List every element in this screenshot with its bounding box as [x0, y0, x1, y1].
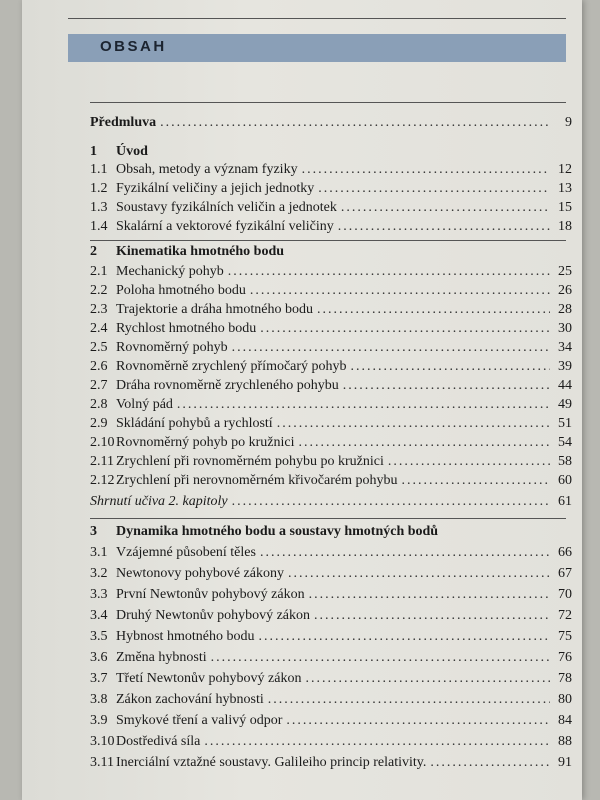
- toc-entry: [90, 650, 572, 670]
- section-title: Obsah, metody a význam fyziky: [116, 162, 298, 177]
- toc-page-number: 15: [558, 200, 572, 215]
- toc-entry: [90, 264, 572, 284]
- section-title: Volný pád: [116, 397, 173, 412]
- leader-dots: [286, 713, 550, 729]
- section-number: 3.10: [90, 734, 115, 749]
- section-number: 3.8: [90, 692, 108, 707]
- section-number: 2.2: [90, 283, 108, 298]
- toc-page-number: 18: [558, 219, 572, 234]
- section-title: Inerciální vztažné soustavy. Galileiho princip relativity.: [116, 755, 427, 770]
- section-title: Dráha rovnoměrně zrychleného pohybu: [116, 378, 339, 393]
- leader-dots: [228, 264, 550, 280]
- section-title: Poloha hmotného bodu: [116, 283, 246, 298]
- leader-dots: [341, 200, 550, 216]
- toc-entry: [90, 608, 572, 628]
- toc-page-number: 72: [558, 608, 572, 623]
- toc-page-number: 58: [558, 454, 572, 469]
- section-number: 2.6: [90, 359, 108, 374]
- toc-entry-title: Předmluva: [90, 115, 157, 130]
- section-title: Soustavy fyzikálních veličin a jednotek: [116, 200, 337, 215]
- toc-entry: [90, 629, 572, 649]
- toc-chapter-3: [90, 524, 572, 544]
- leader-dots: [317, 302, 550, 318]
- leader-dots: [260, 545, 550, 561]
- toc-entry-preface: [90, 115, 572, 135]
- section-number: 2.7: [90, 378, 108, 393]
- toc-page-number: 84: [558, 713, 572, 728]
- chapter-number: 1: [90, 144, 97, 159]
- toc-entry: [90, 397, 572, 417]
- leader-dots: [314, 608, 550, 624]
- section-title: Mechanický pohyb: [116, 264, 224, 279]
- toc-page-number: 9: [565, 115, 572, 130]
- section-title: Skalární a vektorové fyzikální veličiny: [116, 219, 334, 234]
- leader-dots: [260, 321, 550, 337]
- leader-dots: [258, 629, 550, 645]
- toc-entry: [90, 302, 572, 322]
- section-number: 3.9: [90, 713, 108, 728]
- leader-dots: [160, 115, 550, 131]
- toc-page-number: 61: [558, 494, 572, 509]
- toc-entry: [90, 435, 572, 455]
- chapter-title: Úvod: [116, 144, 148, 159]
- section-number: 1.1: [90, 162, 108, 177]
- toc-page-number: 34: [558, 340, 572, 355]
- section-title: Skládání pohybů a rychlostí: [116, 416, 273, 431]
- toc-page-number: 12: [558, 162, 572, 177]
- toc-entry: [90, 692, 572, 712]
- toc-entry: [90, 378, 572, 398]
- section-title: Zákon zachování hybnosti: [116, 692, 264, 707]
- section-number: 1.2: [90, 181, 108, 196]
- toc-page-number: 75: [558, 629, 572, 644]
- toc-entry: [90, 219, 572, 239]
- section-title: Změna hybnosti: [116, 650, 207, 665]
- leader-dots: [288, 566, 550, 582]
- leader-dots: [232, 340, 550, 356]
- section-title: Newtonovy pohybové zákony: [116, 566, 284, 581]
- toc-page-number: 51: [558, 416, 572, 431]
- section-title: Rovnoměrně zrychlený přímočarý pohyb: [116, 359, 347, 374]
- leader-dots: [204, 734, 550, 750]
- toc-entry: [90, 340, 572, 360]
- leader-dots: [298, 435, 550, 451]
- leader-dots: [309, 587, 550, 603]
- section-number: 2.8: [90, 397, 108, 412]
- section-number: 3.5: [90, 629, 108, 644]
- toc-entry: [90, 416, 572, 436]
- section-number: 2.11: [90, 454, 114, 469]
- chapter-title: Kinematika hmotného bodu: [116, 244, 285, 259]
- leader-dots: [277, 416, 550, 432]
- divider: [90, 518, 566, 519]
- chapter-title: Dynamika hmotného bodu a soustavy hmotných bodů: [116, 524, 439, 539]
- toc-entry: [90, 359, 572, 379]
- toc-chapter-2: [90, 244, 572, 264]
- section-title: Dostředivá síla: [116, 734, 201, 749]
- toc-page-number: 30: [558, 321, 572, 336]
- section-number: 2.5: [90, 340, 108, 355]
- summary-title: Shrnutí učiva 2. kapitoly: [90, 494, 228, 509]
- section-number: 2.12: [90, 473, 115, 488]
- section-number: 2.3: [90, 302, 108, 317]
- toc-page-number: 80: [558, 692, 572, 707]
- toc-page-number: 91: [558, 755, 572, 770]
- toc-page-number: 70: [558, 587, 572, 602]
- toc-entry: [90, 734, 572, 754]
- toc-page-number: 54: [558, 435, 572, 450]
- toc-entry: [90, 181, 572, 201]
- toc-entry: [90, 713, 572, 733]
- section-title: Zrychlení při rovnoměrném pohybu po kružnici: [116, 454, 384, 469]
- toc-chapter-1: [90, 144, 572, 164]
- section-number: 3.1: [90, 545, 108, 560]
- section-number: 2.1: [90, 264, 108, 279]
- leader-dots: [338, 219, 550, 235]
- toc-page-number: 13: [558, 181, 572, 196]
- divider: [90, 240, 566, 241]
- section-number: 3.11: [90, 755, 114, 770]
- page-title: OBSAH: [100, 38, 167, 55]
- section-title: Třetí Newtonův pohybový zákon: [116, 671, 302, 686]
- toc-entry: [90, 587, 572, 607]
- leader-dots: [177, 397, 550, 413]
- leader-dots: [268, 692, 550, 708]
- divider: [90, 102, 566, 103]
- toc-page-number: 60: [558, 473, 572, 488]
- leader-dots: [351, 359, 550, 375]
- toc-entry: [90, 671, 572, 691]
- section-number: 1.3: [90, 200, 108, 215]
- leader-dots: [250, 283, 550, 299]
- section-number: 2.4: [90, 321, 108, 336]
- section-number: 1.4: [90, 219, 108, 234]
- section-number: 3.3: [90, 587, 108, 602]
- section-title: První Newtonův pohybový zákon: [116, 587, 305, 602]
- section-number: 2.9: [90, 416, 108, 431]
- leader-dots: [211, 650, 550, 666]
- toc-page-number: 66: [558, 545, 572, 560]
- top-rule: [68, 18, 566, 19]
- leader-dots: [318, 181, 550, 197]
- leader-dots: [343, 378, 550, 394]
- toc-entry: [90, 283, 572, 303]
- toc-page-number: 25: [558, 264, 572, 279]
- section-number: 3.4: [90, 608, 108, 623]
- toc-page-number: 44: [558, 378, 572, 393]
- section-number: 3.7: [90, 671, 108, 686]
- toc-entry: [90, 473, 572, 493]
- toc-entry: [90, 321, 572, 341]
- leader-dots: [232, 494, 550, 510]
- leader-dots: [401, 473, 550, 489]
- toc-entry: [90, 545, 572, 565]
- toc-page-number: 39: [558, 359, 572, 374]
- leader-dots: [305, 671, 550, 687]
- toc-page-number: 28: [558, 302, 572, 317]
- toc-entry: [90, 755, 572, 775]
- toc-page-number: 49: [558, 397, 572, 412]
- chapter-number: 2: [90, 244, 97, 259]
- section-title: Rovnoměrný pohyb po kružnici: [116, 435, 295, 450]
- section-title: Hybnost hmotného bodu: [116, 629, 255, 644]
- toc-page-number: 76: [558, 650, 572, 665]
- section-title: Trajektorie a dráha hmotného bodu: [116, 302, 313, 317]
- toc-page-number: 26: [558, 283, 572, 298]
- section-title: Rychlost hmotného bodu: [116, 321, 257, 336]
- leader-dots: [388, 454, 550, 470]
- section-title: Druhý Newtonův pohybový zákon: [116, 608, 311, 623]
- section-number: 2.10: [90, 435, 115, 450]
- toc-entry: [90, 454, 572, 474]
- section-title: Vzájemné působení těles: [116, 545, 256, 560]
- leader-dots: [430, 755, 550, 771]
- toc-page-number: 88: [558, 734, 572, 749]
- toc-page-number: 67: [558, 566, 572, 581]
- section-title: Fyzikální veličiny a jejich jednotky: [116, 181, 315, 196]
- chapter-number: 3: [90, 524, 97, 539]
- toc-summary: [90, 494, 572, 514]
- section-title: Smykové tření a valivý odpor: [116, 713, 283, 728]
- section-title: Rovnoměrný pohyb: [116, 340, 228, 355]
- section-title: Zrychlení při nerovnoměrném křivočarém pohybu: [116, 473, 398, 488]
- section-number: 3.6: [90, 650, 108, 665]
- toc-page-number: 78: [558, 671, 572, 686]
- leader-dots: [302, 162, 550, 178]
- section-number: 3.2: [90, 566, 108, 581]
- toc-entry: [90, 162, 572, 182]
- toc-entry: [90, 566, 572, 586]
- toc-entry: [90, 200, 572, 220]
